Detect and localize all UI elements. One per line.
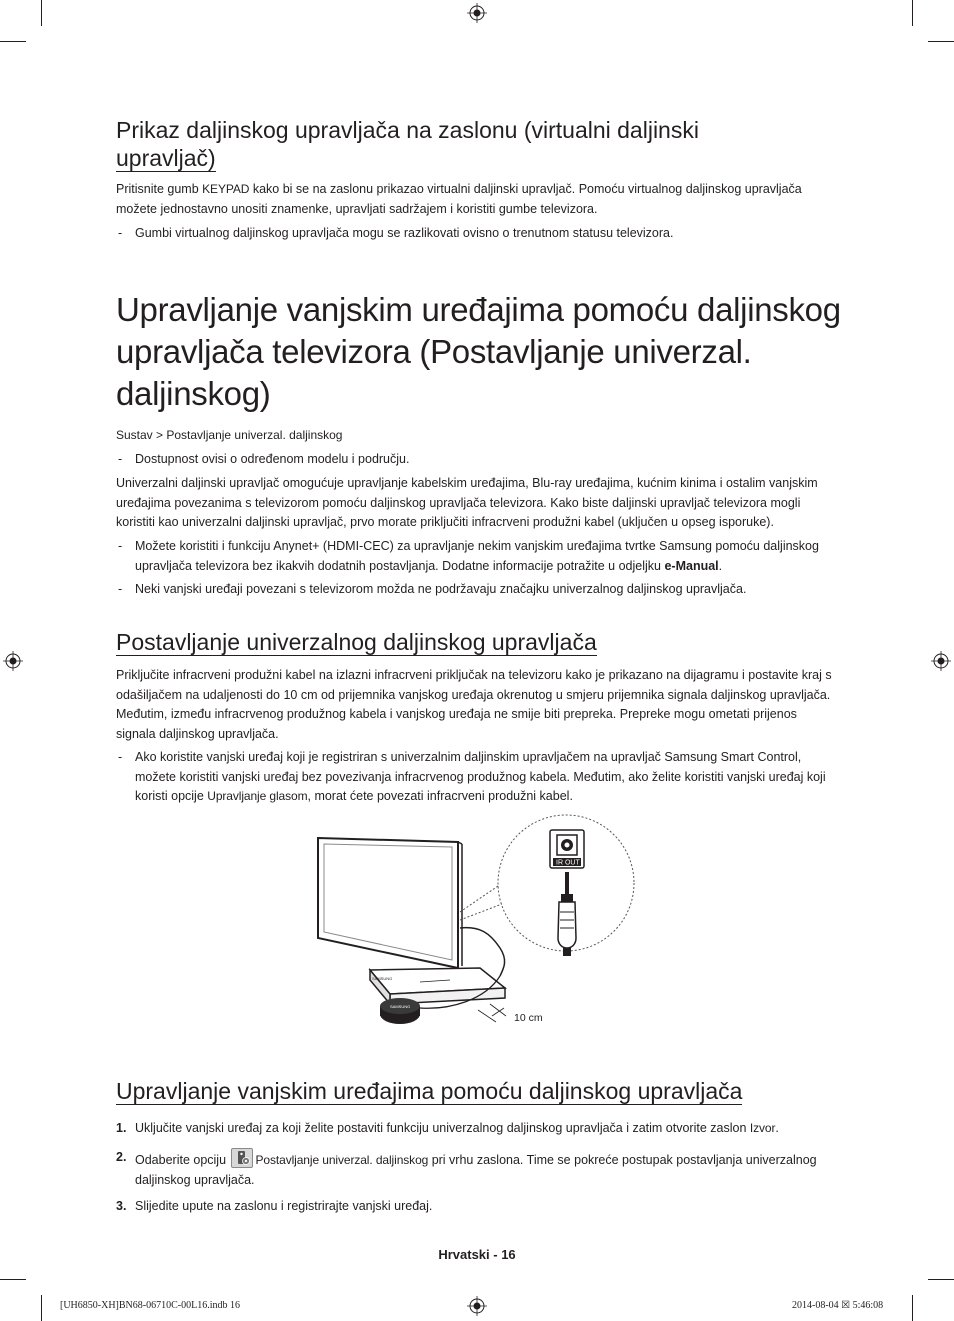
setup-option-keyword: Postavljanje univerzal. daljinskog: [255, 1153, 429, 1167]
menu-path: Sustav > Postavljanje univerzal. daljinskog: [116, 428, 343, 442]
crop-mark: [41, 0, 42, 26]
crop-mark: [928, 1279, 954, 1280]
crop-mark: [0, 1279, 26, 1280]
tv-illustration: [318, 838, 462, 968]
paragraph-universal-remote: Univerzalni daljinski upravljač omogućuje upravljanje kabelskim uređajima, Blu-ray uređajima, kućnim kinima i ostalim vanjskim uređajima povezanima s televizorom pomoću daljinskog upravljača televizora. Kako biste daljinski upravljač televizora mogli koristiti kao univerzalni daljinski upravljač, prvo morate priključiti infracrveni produžni kabel (uključen u opseg isporuke).: [116, 476, 818, 529]
registration-mark-icon: [3, 651, 23, 671]
note-smart-control: - Ako koristite vanjski uređaj koji je registriran s univerzalnim daljinskim upravljačem na upravljač Samsung Smart Control, možete koristiti vanjski uređaj bez povezivanja infracrvenog produžnog kabela. Međutim, ako želite koristiti vanjski uređaj koji koristi opcije Upravljanje glasom, morat ćete povezati infracrveni produžni kabel.: [118, 750, 826, 803]
note-anynet: - Možete koristiti i funkciju Anynet+ (HDMI-CEC) za upravljanje nekim vanjskim uređajima tvrtke Samsung pomoću daljinskog upravljača televizora bez ikakvih dodatnih postavljanja. Dodatne informacije potražite u odjeljku e-Manual.: [118, 539, 819, 573]
crop-mark: [0, 41, 26, 42]
page-number: Hrvatski - 16: [438, 1247, 516, 1262]
note-availability: - Dostupnost ovisi o određenom modelu i području.: [118, 452, 410, 466]
ir-out-port-illustration: [550, 830, 584, 868]
crop-mark: [41, 1295, 42, 1321]
blaster-brand-label: SAMSUNG: [390, 1004, 411, 1009]
section-title-virtual-remote: Prikaz daljinskog upravljača na zaslonu (virtualni daljinski upravljač): [116, 117, 699, 171]
voice-control-keyword: Upravljanje glasom: [207, 789, 308, 803]
emanual-keyword: e-Manual: [664, 558, 719, 573]
page-title-universal-remote: Upravljanje vanjskim uređajima pomoću daljinskog upravljača televizora (Postavljanje univerzal. daljinskog): [116, 291, 841, 412]
crop-mark: [912, 0, 913, 26]
step-2: 2. Odaberite opciju Postavljanje univerzal. daljinskog pri vrhu zaslona. Time se pokreće postupak postavljanja univerzalnog daljinskog upravljača.: [116, 1150, 817, 1187]
print-slug-right: 2014-08-04 ☒ 5:46:08: [792, 1300, 884, 1311]
external-device-illustration: [370, 968, 505, 1004]
registration-mark-icon: [467, 1296, 487, 1316]
ir-out-label: IR OUT: [556, 859, 580, 867]
step-3: 3. Slijedite upute na zaslonu i registrirajte vanjski uređaj.: [116, 1199, 433, 1213]
device-brand-label: SAMSUNG: [372, 976, 393, 981]
keypad-keyword: KEYPAD: [202, 182, 250, 196]
source-keyword: Izvor: [749, 1121, 776, 1135]
crop-mark: [912, 1295, 913, 1321]
step-1: 1. Uključite vanjski uređaj za koji želite postaviti funkciju univerzalnog daljinskog upravljača i zatim otvorite zaslon Izvor.: [116, 1121, 779, 1135]
note-virtual-buttons: - Gumbi virtualnog daljinskog upravljača mogu se razlikovati ovisno o trenutnom statusu televizora.: [118, 226, 674, 240]
paragraph-setup: Priključite infracrveni produžni kabel na izlazni infracrveni priključak na televizoru kako je prikazano na dijagramu i postavite kraj s odašiljačem na udaljenosti do 10 cm od prijemnika vanjskog uređaja okrenutog u smjeru prijemnika signala daljinskog upravljača. Međutim, između infracrvenog produžnog kabela i vanjskog uređaja ne smije biti prepreka. Prepreke mogu ometati prijenos signala daljinskog upravljača.: [116, 668, 832, 741]
ir-cable-diagram: [310, 808, 650, 1038]
section-title-control: Upravljanje vanjskim uređajima pomoću daljinskog upravljača: [116, 1078, 743, 1104]
registration-mark-icon: [467, 3, 487, 23]
registration-mark-icon: [931, 651, 951, 671]
ir-blaster-illustration: [380, 998, 420, 1024]
jack-plug-illustration: [558, 872, 576, 956]
print-slug-left: [UH6850-XH]BN68-06710C-00L16.indb 16: [60, 1300, 240, 1311]
paragraph-virtual-remote: Pritisnite gumb KEYPAD kako bi se na zaslonu prikazao virtualni daljinski upravljač. Pomoću virtualnog daljinskog upravljača možete jednostavno unositi znamenke, upravljati sadržajem i koristiti gumbe televizora.: [116, 182, 802, 216]
section-title-setup: Postavljanje univerzalnog daljinskog upravljača: [116, 629, 597, 655]
distance-label: 10 cm: [514, 1012, 543, 1024]
crop-mark: [928, 41, 954, 42]
universal-remote-setup-icon: [231, 1148, 253, 1168]
note-unsupported-devices: - Neki vanjski uređaji povezani s televizorom možda ne podržavaju značajku univerzalnog daljinskog upravljača.: [118, 582, 747, 596]
